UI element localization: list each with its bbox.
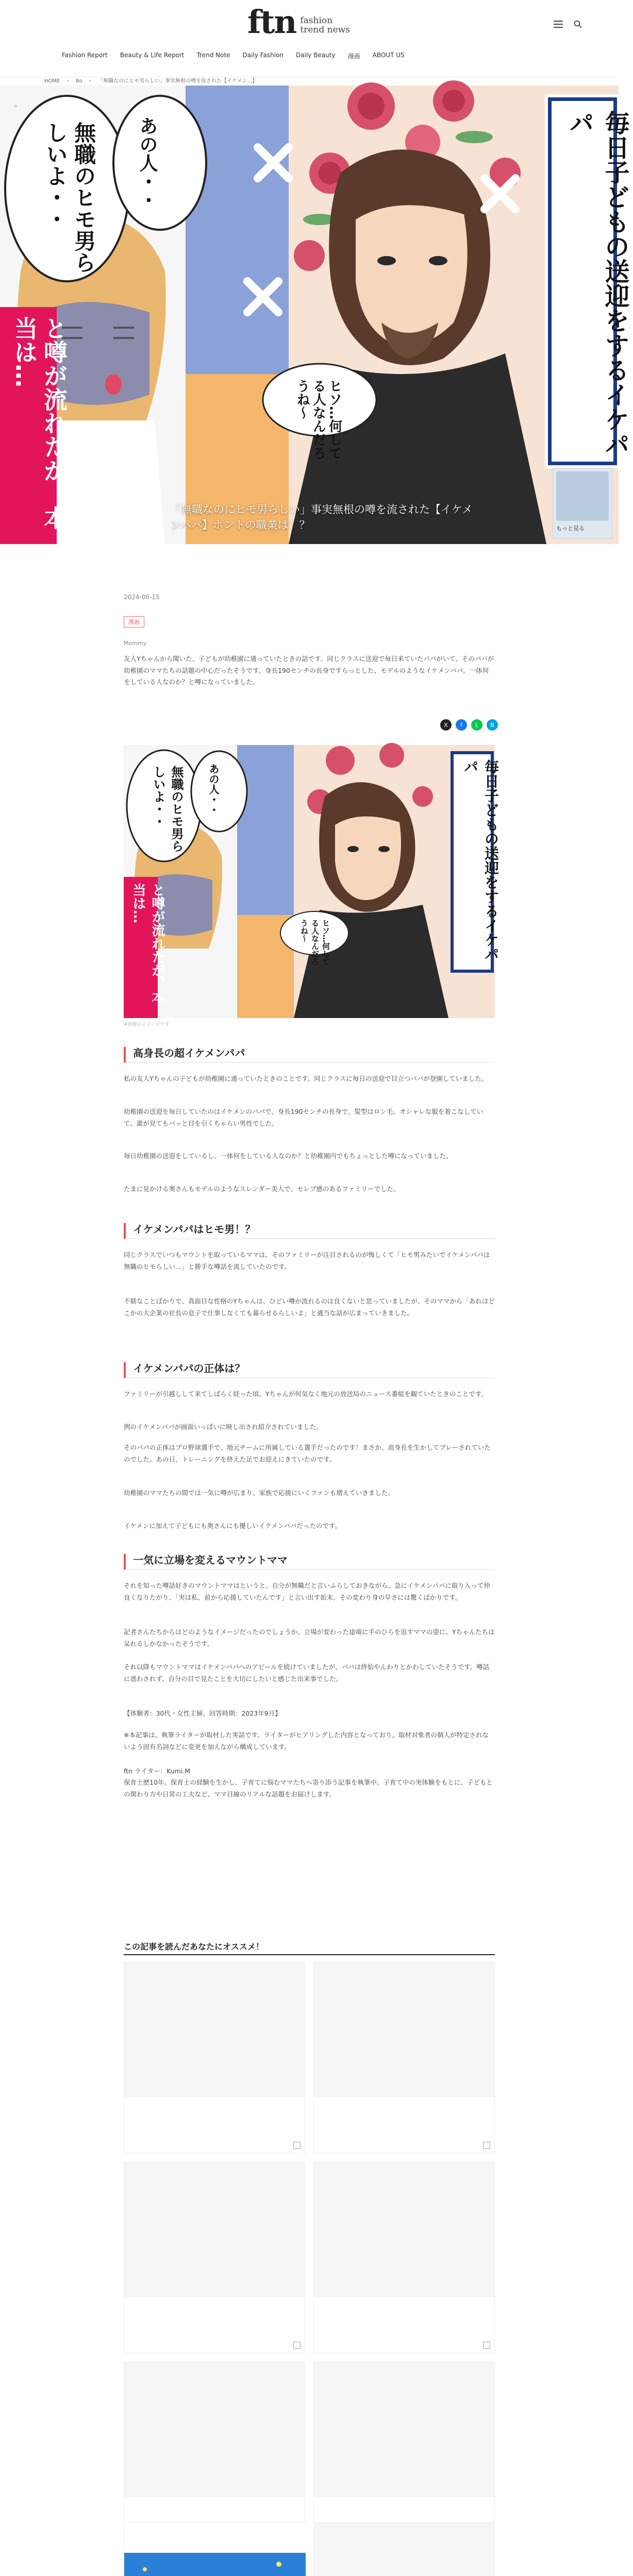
image-bubble-center: ヒソ…何してる人なんだろうね～ (299, 919, 330, 965)
category-badge[interactable]: 漫画 (124, 616, 144, 628)
image-bubble-bottom: と噂が流れたが、本当は… (130, 883, 165, 1004)
breadcrumb-category[interactable]: Bo (75, 78, 82, 84)
bubble-bottom-text: と噂が流れたが、本当は… (10, 316, 68, 530)
bubble-right-text: 毎日子どもの送迎をするイケパパ (565, 110, 629, 456)
card-thumbnail (314, 2523, 495, 2576)
section-4-paragraph: それ以降もマウントママはイケメンパパへのアピールを続けていましたが、パパは終始やんわりとかわしていたそうです。噂話に惑わされず、自分の目で見たことを大切にしたいと感じた出来事でした。 (124, 1663, 490, 1683)
card-thumbnail (314, 1962, 495, 2097)
side-banner-label: もっと見る (556, 525, 585, 532)
section-4-paragraph: ※本記事は、執筆ライターが取材した実話です。ライターがヒアリングした内容となっており、取材対象者の個人が特定されないよう固有名詞などに変更を加えながら構成しています。 (124, 1731, 489, 1751)
nav-item-daily-beauty[interactable]: Daily Beauty (296, 52, 336, 59)
section-3-paragraph: 幼稚園のママたちの間では一気に噂が広まり、家族で応援にいくファンも増えていきました。 (124, 1489, 394, 1497)
section-3-paragraph: イケメンに加えて子どもにも奥さんにも優しいイクメンパパだったのです。 (124, 1522, 342, 1530)
breadcrumb (0, 77, 619, 86)
nav-item-manga[interactable]: 漫画 (347, 53, 360, 60)
hero-title: 「無職なのにヒモ男らしい」事実無根の噂を流された【イケメンパパ】ホントの職業は！？ (170, 503, 473, 532)
section-heading-3: イケメンパパの正体は？ (124, 1362, 495, 1378)
section-3-paragraph: ファミリーが引越しして来てしばらく経った頃、Yちゃんが何気なく地元の放送局のニュース番組を観ていたときのことです。 (124, 1390, 488, 1398)
ad-mark-icon (483, 2342, 490, 2349)
card-thumbnail (124, 2523, 306, 2576)
section-4-paragraph: 記者さんたちからはどのようなイメージだったのでしょうか。立場が変わった途端に手のひらを返すママの姿に、Yちゃんたちは呆れるしかなかったそうです。 (124, 1628, 495, 1648)
section-1-paragraph: たまに見かける奥さんもモデルのようなスレンダー美人で、セレブ感のあるファミリーでした。 (124, 1185, 400, 1193)
hatena-share-icon[interactable]: B (487, 719, 498, 731)
section-heading-4: 一気に立場を変えるマウントママ (124, 1554, 495, 1570)
recommend-card[interactable] (313, 1962, 495, 2154)
section-4-paragraph: 【体験者：30代・女性主婦、回答時期：2023年9月】 (124, 1709, 281, 1717)
logo-subtitle (300, 16, 350, 38)
recommend-heading: この記事を読んだあなたにオススメ！ (124, 1940, 495, 1955)
ad-mark-icon (293, 2342, 301, 2349)
site-logo[interactable] (247, 3, 350, 41)
image-bubble-small: あの人・・ (207, 764, 220, 815)
publish-date: 2024-06-15 (124, 594, 160, 601)
ad-mark-icon (293, 2142, 301, 2149)
section-heading-1: 高身長の超イケメンパパ (124, 1047, 495, 1063)
section-1-paragraph: 私の友人Yちゃんの子どもが幼稚園に通っていたときのことです。同じクラスに毎日の送迎で目立つパパが登園していました。 (124, 1075, 488, 1082)
card-thumbnail (124, 2362, 306, 2497)
menu-icon[interactable] (553, 19, 564, 30)
main-nav (62, 52, 405, 60)
x-share-icon[interactable]: X (440, 719, 452, 731)
section-3-paragraph: そのパパの正体はプロ野球選手で、地元チームに所属している選手だったのです！まさか、高身長を生かしてプレーされていたのでした。あの日、トレーニングを終えた足でお迎えにきていたのです。 (124, 1444, 491, 1464)
bubble-left-text: 無職のヒモ男らしいよ・・ (43, 122, 97, 273)
logo-sub-1: fashion (300, 15, 333, 26)
header-icons (553, 19, 584, 30)
breadcrumb-current: 「無職なのにヒモ男らしい」事実無根の噂を流された【イケメン...】 (98, 78, 258, 84)
recommend-card[interactable] (124, 2522, 305, 2576)
image-bubble-right: 毎日子どもの送迎をするイケパパ (462, 759, 499, 961)
section-heading-2: イケメンパパはヒモ男！？ (124, 1223, 495, 1239)
recommend-card[interactable] (124, 2162, 305, 2353)
card-thumbnail (314, 2162, 495, 2297)
breadcrumb-home[interactable]: HOME (44, 78, 60, 84)
bubble-center-text: ヒソ…何してる人なんだろうね～ (294, 379, 342, 460)
recommend-card[interactable] (124, 1962, 305, 2154)
article-lead: 友人Yちゃんから聞いた、子どもが幼稚園に通っていたときの話です。同じクラスに送迎で毎日来ていたパパがいて、そのパパが幼稚園のママたちの話題の中心だったそうです。身長190センチの長身ですらっとした、モデルのようなイケメンパパ。一体何をしている人なのか？と噂になっていました。 (124, 655, 494, 686)
recommend-card[interactable] (313, 2162, 495, 2353)
ad-mark-icon (483, 2142, 490, 2149)
breadcrumb-separator: › (66, 78, 69, 84)
writer-name: ftn ライター：Kumi.M (124, 1767, 191, 1775)
nav-item-fashion-report[interactable]: Fashion Report (62, 52, 108, 59)
nav-item-about-us[interactable]: ABOUT US (372, 52, 405, 59)
logo-sub-2: trend news (300, 25, 350, 36)
image-bubble-left: 無職のヒモ男らしいよ・・ (151, 766, 184, 852)
share-buttons (440, 719, 498, 731)
card-thumbnail (124, 2162, 306, 2297)
card-thumbnail (124, 1962, 306, 2097)
nav-item-daily-fashion[interactable]: Daily Fashion (242, 52, 284, 59)
article-main-image (124, 745, 499, 1018)
image-caption: ※画像はイメージです (124, 1022, 170, 1027)
card-thumbnail (314, 2362, 495, 2497)
nav-item-trend-note[interactable]: Trend Note (196, 52, 230, 59)
section-3-paragraph: 例のイケメンパパが画面いっぱいに映し出され紹介されていました。 (124, 1423, 323, 1431)
logo-mark: ftn (247, 3, 296, 41)
side-banner-image (556, 471, 609, 521)
breadcrumb-separator: › (89, 78, 91, 84)
section-2-paragraph: 不躾なことばかりで、真面目な性格のYちゃんは、ひどい噂が流れるのは良くないと思っていましたが、そのママから「あれはどこかの大企業の社長の息子で仕事しなくても暮らせるらしいよ」と適当な話が広まっていきました。 (124, 1297, 495, 1317)
side-banner[interactable] (553, 468, 612, 539)
section-1-paragraph: 幼稚園の送迎を毎日していたのはイケメンのパパで、身長190センチの長身で、髪型はロン毛、オシャレな服を着こなしていて、誰が見てもパッと目を引くちゃらい男性でした。 (124, 1108, 484, 1128)
section-2-paragraph: 同じクラスでいつもマウントを取っているママは、そのファミリーが注目されるのが悔しくて「ヒモ男みたいでイケメンパパは無職のヒモらしい…」と勝手な噂話を流していたのです。 (124, 1251, 490, 1271)
section-4-paragraph: それを知った噂話好きのマウントママはというと、自分が無職だと言いふらしておきながら、急にイケメンパパに取り入って仲良くなりたがり、「実は私、前から応援していたんです」と言い出す始末。その変わり身の早さには驚くばかりです。 (124, 1582, 490, 1602)
hero-illustration (0, 86, 629, 544)
author-credit: Mommy (124, 640, 147, 647)
line-share-icon[interactable]: L (471, 719, 482, 731)
recommend-card[interactable] (313, 2522, 495, 2576)
nav-item-beauty-life-report[interactable]: Beauty & Life Report (120, 52, 185, 59)
facebook-share-icon[interactable]: f (456, 719, 467, 731)
site-header (0, 0, 619, 77)
bubble-left-small: あの人・・ (137, 116, 158, 209)
search-icon[interactable] (572, 19, 584, 30)
section-1-paragraph: 毎日幼稚園の送迎をしているし、一体何をしている人なのか？と幼稚園内でもちょっとした噂になっていました。 (124, 1152, 453, 1160)
writer-profile: 保育士歴10年。保育士の経験を生かし、子育てに悩むママたちへ寄り添う記事を執筆中。子育て中の実体験をもとに、子どもとの関わり方や日常の工夫など、ママ目線のリアルな話題をお届けします。 (124, 1778, 493, 1799)
